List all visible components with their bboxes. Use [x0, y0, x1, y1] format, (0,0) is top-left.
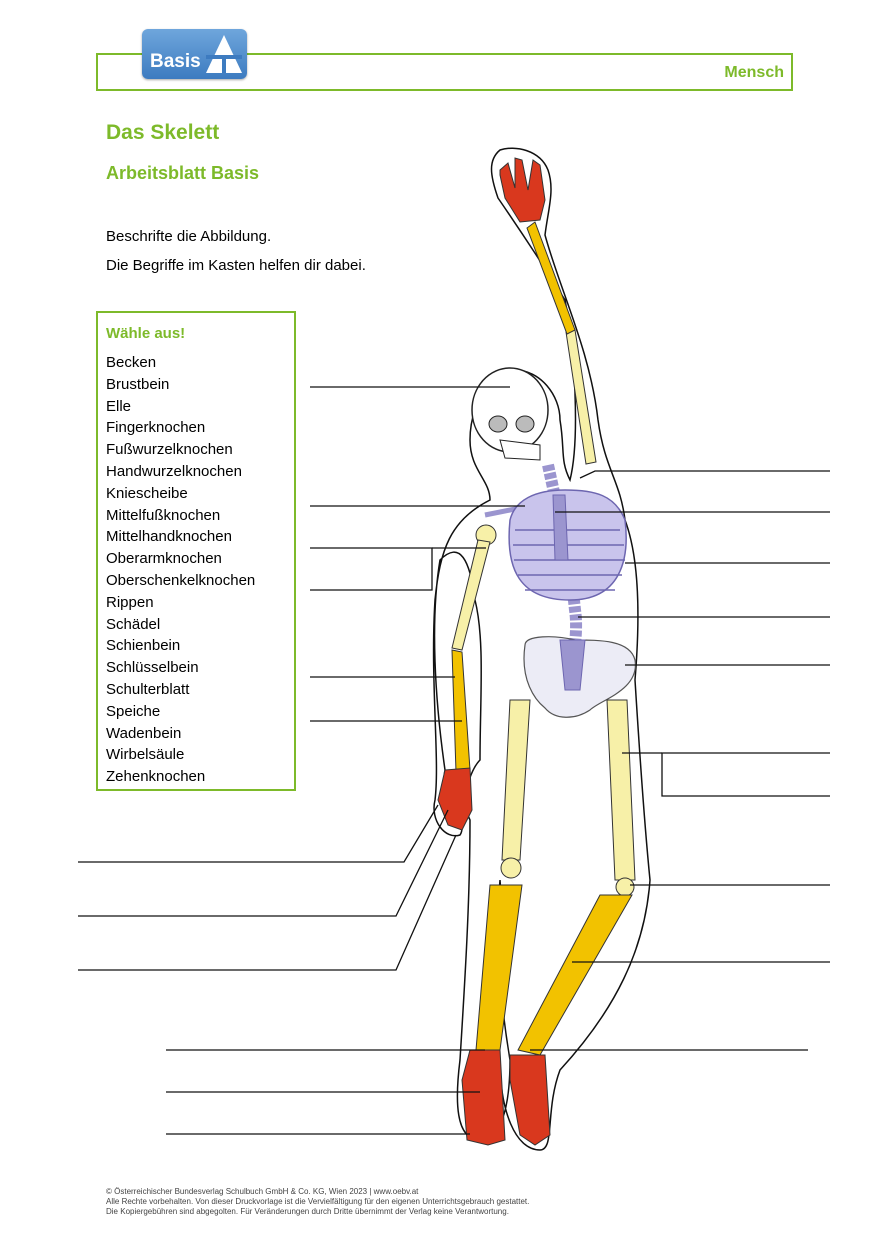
footer: [106, 1187, 529, 1217]
logo-text: Basis: [150, 51, 201, 72]
word-list-item: Fingerknochen: [106, 419, 206, 437]
footer-line: Die Kopiergebühren sind abgegolten. Für Veränderungen durch Dritte übernimmt der Verlag keine Verantwortung.: [106, 1207, 509, 1216]
raised-forearm: [527, 222, 575, 334]
kneecap-right: [616, 878, 634, 896]
word-list-item: Zehenknochen: [106, 768, 206, 786]
sacrum: [560, 640, 585, 690]
eye-socket-left: [489, 416, 507, 432]
sternum: [553, 495, 568, 560]
word-list-item: Wirbelsäule: [106, 746, 185, 764]
footer-line: © Österreichischer Bundesverlag Schulbuch GmbH & Co. KG, Wien 2023 | www.oebv.at: [106, 1187, 419, 1196]
word-list-item: Schädel: [106, 615, 161, 633]
kneecap-left: [501, 858, 521, 878]
word-list-item: Oberarmknochen: [106, 550, 222, 568]
word-list-item: Speiche: [106, 702, 161, 720]
label-line: [78, 835, 456, 970]
word-list-item: Rippen: [106, 593, 154, 611]
forearm-left: [452, 650, 470, 772]
word-list-item: Brustbein: [106, 375, 170, 393]
label-line: [310, 548, 432, 590]
word-list-item: Mittelfußknochen: [106, 506, 221, 524]
label-lines: [78, 387, 830, 1134]
label-line: [662, 753, 830, 796]
label-line: [580, 471, 830, 478]
word-list-item: Becken: [106, 354, 157, 371]
word-box-title: Wähle aus!: [106, 325, 186, 342]
page-subtitle: Arbeitsblatt Basis: [106, 163, 260, 183]
label-line: [78, 805, 438, 862]
word-list-item: Elle: [106, 397, 132, 415]
instruction-line-1: Beschrifte die Abbildung.: [106, 228, 272, 245]
footer-line: Alle Rechte vorbehalten. Von dieser Druckvorlage ist die Vervielfältigung für den eigenen Unterrichtsgebrauch gestattet.: [106, 1197, 530, 1206]
skull: [472, 368, 548, 452]
foot-left: [462, 1050, 505, 1145]
eye-socket-right: [516, 416, 534, 432]
instruction-line-2: Die Begriffe im Kasten helfen dir dabei.: [106, 257, 366, 274]
word-list-item: Handwurzelknochen: [106, 462, 242, 480]
word-list-item: Oberschenkelknochen: [106, 571, 256, 589]
word-list-item: Wadenbein: [106, 724, 182, 742]
word-list-item: Mittelhandknochen: [106, 528, 232, 546]
page-title: Das Skelett: [106, 121, 220, 144]
word-list-item: Schulterblatt: [106, 680, 190, 698]
label-line: [78, 810, 448, 916]
raised-hand: [500, 158, 545, 222]
word-list-item: Fußwurzelknochen: [106, 441, 233, 459]
subject-label: Mensch: [724, 64, 784, 81]
word-list-item: Schlüsselbein: [106, 659, 199, 677]
word-list-item: Kniescheibe: [106, 484, 188, 502]
word-list-item: Schienbein: [106, 637, 181, 655]
